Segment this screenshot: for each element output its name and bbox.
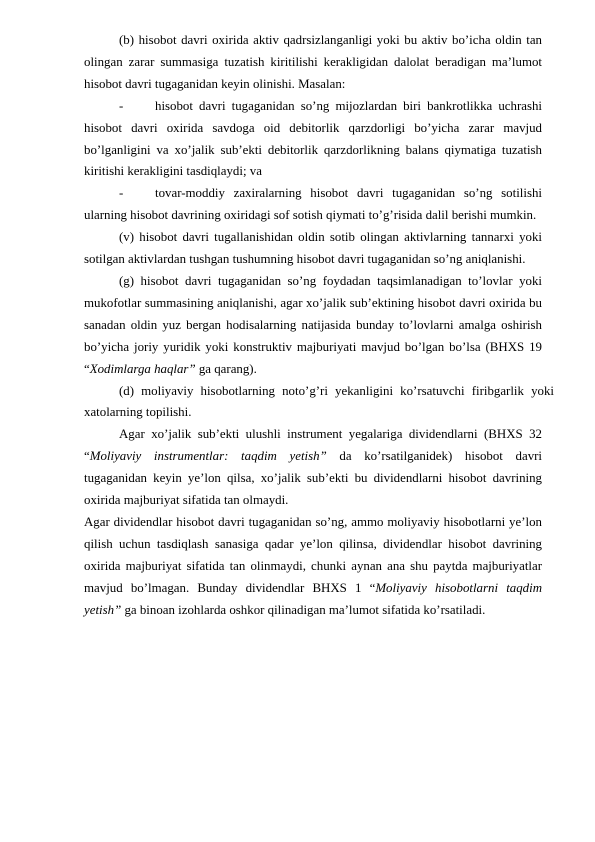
paragraph-d: (d) moliyaviy hisobotlarning noto’g’ri yekanligini ko’rsatuvchi firibgarlik yoki xatolarning topilishi. xyxy=(84,383,554,420)
paragraph-g xyxy=(84,271,542,381)
dash-marker: - xyxy=(119,98,124,113)
paragraph-g-text: (g) hisobot davri tugaganidan so’ng foydadan taqsimlanadigan to’lovlar yoki mukofotlar summasining aniqlanishi, agar xo’jalik sub’ektining hisobot davri oxirida bu sanadan oldin yuz bergan hodisalarning natijasida bunday to’lovlarni amalga oshirish bo’yicha joriy yuridik yoki konstruktiv majburiyati mavjud bo’lgan bo’lsa (BHXS 19 “ xyxy=(84,273,542,376)
paragraph-g-tail: ga qarang). xyxy=(195,361,257,376)
paragraph-b: (b) hisobot davri oxirida aktiv qadrsizlanganligi yoki bu aktiv bo’icha oldin tan olingan zarar summasiga tuzatish kiritilishi kerakligidan dalolat beradigan ma’lumot hisobot davri tugaganidan keyin olinishi. Masalan: xyxy=(84,33,542,91)
paragraph-v: (v) hisobot davri tugallanishidan oldin sotib olingan aktivlarning tannarxi yoki sotilgan aktivlardan tushgan tushumning hisobot davri tugaganidan so’ng aniqlanishi. xyxy=(84,230,542,267)
paragraph-dividends-2 xyxy=(84,512,542,622)
paragraph-dividends-2-text: Agar dividendlar hisobot davri tugaganidan so’ng, ammo moliyaviy hisobotlarni ye’lon qilish uchun tasdiqlash sanasiga qadar ye’lon qilinsa, dividendlar hisobot davrining oxirida majburiyat sifatida tan olinmaydi, chunki aynan ana shu paytda majburiyatlar mavjud bo’lmagan. Bunday dividendlar BHXS 1 “ xyxy=(84,514,542,595)
list-item-text: hisobot davri tugaganidan so’ng mijozlardan biri bankrotlikka uchrashi hisobot davri oxirida savdoga oid debitorlik qarzdorligi bo’yicha zarar mavjud bo’lganligini va xo’jalik sub’ekti debitorlik qarzdorlikning balans qiymatiga tuzatish kiritishi kerakligini tasdiqlaydi; va xyxy=(84,98,542,179)
paragraph-dividends-1-text: Agar xo’jalik sub’ekti ulushli instrument yegalariga dividendlarni (BHXS 32 “ xyxy=(84,427,542,464)
list-item-text: tovar-moddiy zaxiralarning hisobot davri tugaganidan so’ng sotilishi ularning hisobot davrining oxiridagi sof sotish qiymati to’g’risida dalil berishi mumkin. xyxy=(84,186,542,223)
dash-marker: - xyxy=(119,186,124,201)
paragraph-dividends-1-tail: da ko’rsatilganidek) hisobot davri tugaganidan keyin ye’lon qilsa, xo’jalik sub’ekti bu dividendlarni hisobot davrining oxirida majburiyat sifatida tan olmaydi. xyxy=(84,449,543,508)
standard-title-italic: Moliyaviy instrumentlar: taqdim yetish” xyxy=(89,449,327,464)
paragraph-dividends-1 xyxy=(84,424,542,512)
standard-title-italic: Xodimlarga haqlar” xyxy=(89,361,196,376)
standard-title-italic: Moliyaviy hisobotlarni taqdim yetish” xyxy=(84,580,542,617)
list-item-inventory xyxy=(84,183,542,227)
paragraph-dividends-2-tail: ga binoan izohlarda oshkor qilinadigan ma’lumot sifatida ko’rsatiladi. xyxy=(121,602,486,617)
document-page xyxy=(84,30,554,621)
list-item-bankruptcy xyxy=(84,96,542,184)
